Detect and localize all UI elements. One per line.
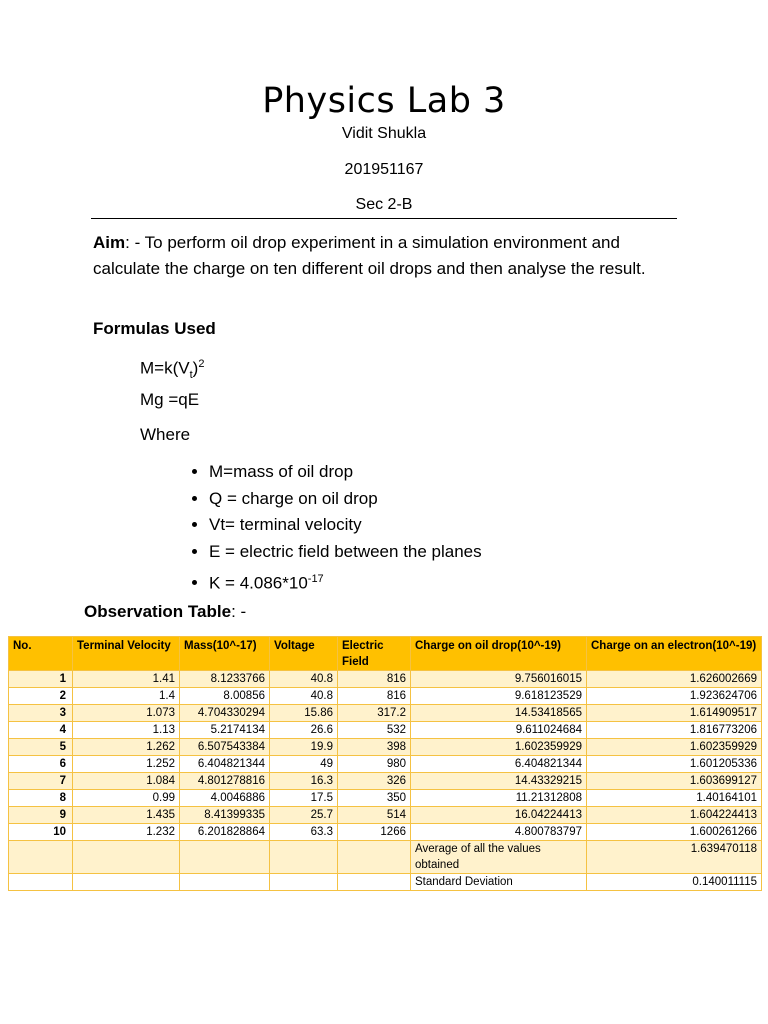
definition-item-constant: • $K = 4.086*10^{-17}$ xyxy=(209,566,482,597)
table-cell: 1.252 xyxy=(73,756,180,773)
formula-force: Mg =qE xyxy=(140,390,200,409)
table-cell: 317.2 xyxy=(338,705,411,722)
table-cell: 0.99 xyxy=(73,790,180,807)
table-row xyxy=(9,773,762,790)
table-cell: 4.800783797 xyxy=(411,824,587,841)
row-number-cell: 8 xyxy=(9,790,73,807)
table-cell: 9.756016015 xyxy=(411,671,587,688)
section-label: Sec 2-B xyxy=(355,196,413,213)
table-cell: 1.084 xyxy=(73,773,180,790)
table-cell: 816 xyxy=(338,671,411,688)
table-cell: 40.8 xyxy=(270,671,338,688)
row-number-cell: 3 xyxy=(9,705,73,722)
table-cell: 1.40164101 xyxy=(587,790,762,807)
row-number-cell: 5 xyxy=(9,739,73,756)
table-cell: 1.435 xyxy=(73,807,180,824)
table-cell: 14.43329215 xyxy=(411,773,587,790)
table-cell: 1.602359929 xyxy=(587,739,762,756)
row-number-cell: 7 xyxy=(9,773,73,790)
table-cell: 8.00856 xyxy=(180,688,270,705)
table-cell: 326 xyxy=(338,773,411,790)
definition-item: • Q = charge on oil drop xyxy=(209,486,482,513)
table-cell: 6.507543384 xyxy=(180,739,270,756)
table-cell: 1.923624706 xyxy=(587,688,762,705)
row-number-cell: 6 xyxy=(9,756,73,773)
table-cell: 1.604224413 xyxy=(587,807,762,824)
table-cell: 6.404821344 xyxy=(411,756,587,773)
average-value: 1.639470118 xyxy=(587,841,762,874)
definition-item: • E = electric field between the planes xyxy=(209,539,482,566)
table-cell: 1.262 xyxy=(73,739,180,756)
table-cell: 6.201828864 xyxy=(180,824,270,841)
std-value: 0.140011115 xyxy=(587,874,762,891)
average-row xyxy=(9,841,762,874)
formulas-heading: Formulas Used xyxy=(93,319,216,338)
table-cell: 63.3 xyxy=(270,824,338,841)
table-cell: 25.7 xyxy=(270,807,338,824)
average-label: Average of all the values obtained xyxy=(411,841,587,874)
table-cell: 8.41399335 xyxy=(180,807,270,824)
table-cell: 19.9 xyxy=(270,739,338,756)
table-cell: 49 xyxy=(270,756,338,773)
table-cell: 1.073 xyxy=(73,705,180,722)
table-cell: 514 xyxy=(338,807,411,824)
table-cell: 350 xyxy=(338,790,411,807)
table-cell: 1.41 xyxy=(73,671,180,688)
table-cell: 1266 xyxy=(338,824,411,841)
row-number-cell: 1 xyxy=(9,671,73,688)
table-cell: 1.4 xyxy=(73,688,180,705)
table-row xyxy=(9,671,762,688)
table-cell: 532 xyxy=(338,722,411,739)
table-row xyxy=(9,756,762,773)
row-number-cell: 10 xyxy=(9,824,73,841)
table-row xyxy=(9,688,762,705)
table-cell: 4.801278816 xyxy=(180,773,270,790)
table-cell: 17.5 xyxy=(270,790,338,807)
table-cell: 9.611024684 xyxy=(411,722,587,739)
definitions-list xyxy=(185,459,482,597)
table-row xyxy=(9,790,762,807)
table-cell: 4.704330294 xyxy=(180,705,270,722)
table-cell: 980 xyxy=(338,756,411,773)
observation-heading: Observation Table: - xyxy=(84,602,247,621)
observation-label: Observation Table xyxy=(84,602,232,621)
table-cell: 5.2174134 xyxy=(180,722,270,739)
table-cell: 1.626002669 xyxy=(587,671,762,688)
column-header: Charge on oil drop(10^-19) xyxy=(411,637,587,671)
row-number-cell: 2 xyxy=(9,688,73,705)
row-number-cell: 9 xyxy=(9,807,73,824)
table-cell: 9.618123529 xyxy=(411,688,587,705)
table-cell: 40.8 xyxy=(270,688,338,705)
aim-label: Aim xyxy=(93,233,126,252)
column-header: Electric Field xyxy=(338,637,411,671)
column-header: Mass(10^-17) xyxy=(180,637,270,671)
table-row xyxy=(9,739,762,756)
table-cell: 1.603699127 xyxy=(587,773,762,790)
document-title: Physics Lab 3 xyxy=(262,81,506,121)
column-header: Terminal Velocity xyxy=(73,637,180,671)
column-header: Charge on an electron(10^-19) xyxy=(587,637,762,671)
table-row xyxy=(9,807,762,824)
table-row xyxy=(9,705,762,722)
table-cell: 16.04224413 xyxy=(411,807,587,824)
author-name: Vidit Shukla xyxy=(341,125,427,142)
table-cell: 1.232 xyxy=(73,824,180,841)
column-header: Voltage xyxy=(270,637,338,671)
std-row xyxy=(9,874,762,891)
definition-item: • Vt= terminal velocity xyxy=(209,512,482,539)
table-row xyxy=(9,824,762,841)
table-cell: 1.601205336 xyxy=(587,756,762,773)
table-cell: 1.602359929 xyxy=(411,739,587,756)
observation-table xyxy=(8,636,762,891)
table-cell: 4.0046886 xyxy=(180,790,270,807)
table-cell: 1.13 xyxy=(73,722,180,739)
table-header-row xyxy=(9,637,762,671)
table-cell: 8.1233766 xyxy=(180,671,270,688)
table-cell: 1.614909517 xyxy=(587,705,762,722)
row-number-cell: 4 xyxy=(9,722,73,739)
table-cell: 816 xyxy=(338,688,411,705)
aim-paragraph xyxy=(93,230,683,281)
table-cell: 15.86 xyxy=(270,705,338,722)
definition-item: • M=mass of oil drop xyxy=(209,459,482,486)
table-cell: 398 xyxy=(338,739,411,756)
table-cell: 14.53418565 xyxy=(411,705,587,722)
table-row xyxy=(9,722,762,739)
table-cell: 26.6 xyxy=(270,722,338,739)
formula-mass: $M=k(V_t)^2$ xyxy=(140,358,205,382)
aim-text: : - To perform oil drop experiment in a simulation environment and calculate the charge on ten different oil drops and then analyse the result. xyxy=(93,233,646,278)
table-cell: 6.404821344 xyxy=(180,756,270,773)
header-divider xyxy=(91,218,677,219)
table-cell: 11.21312808 xyxy=(411,790,587,807)
std-label: Standard Deviation xyxy=(411,874,587,891)
table-cell: 16.3 xyxy=(270,773,338,790)
where-label: Where xyxy=(140,425,191,444)
roll-number: 201951167 xyxy=(344,161,424,178)
table-cell: 1.816773206 xyxy=(587,722,762,739)
column-header: No. xyxy=(9,637,73,671)
table-cell: 1.600261266 xyxy=(587,824,762,841)
